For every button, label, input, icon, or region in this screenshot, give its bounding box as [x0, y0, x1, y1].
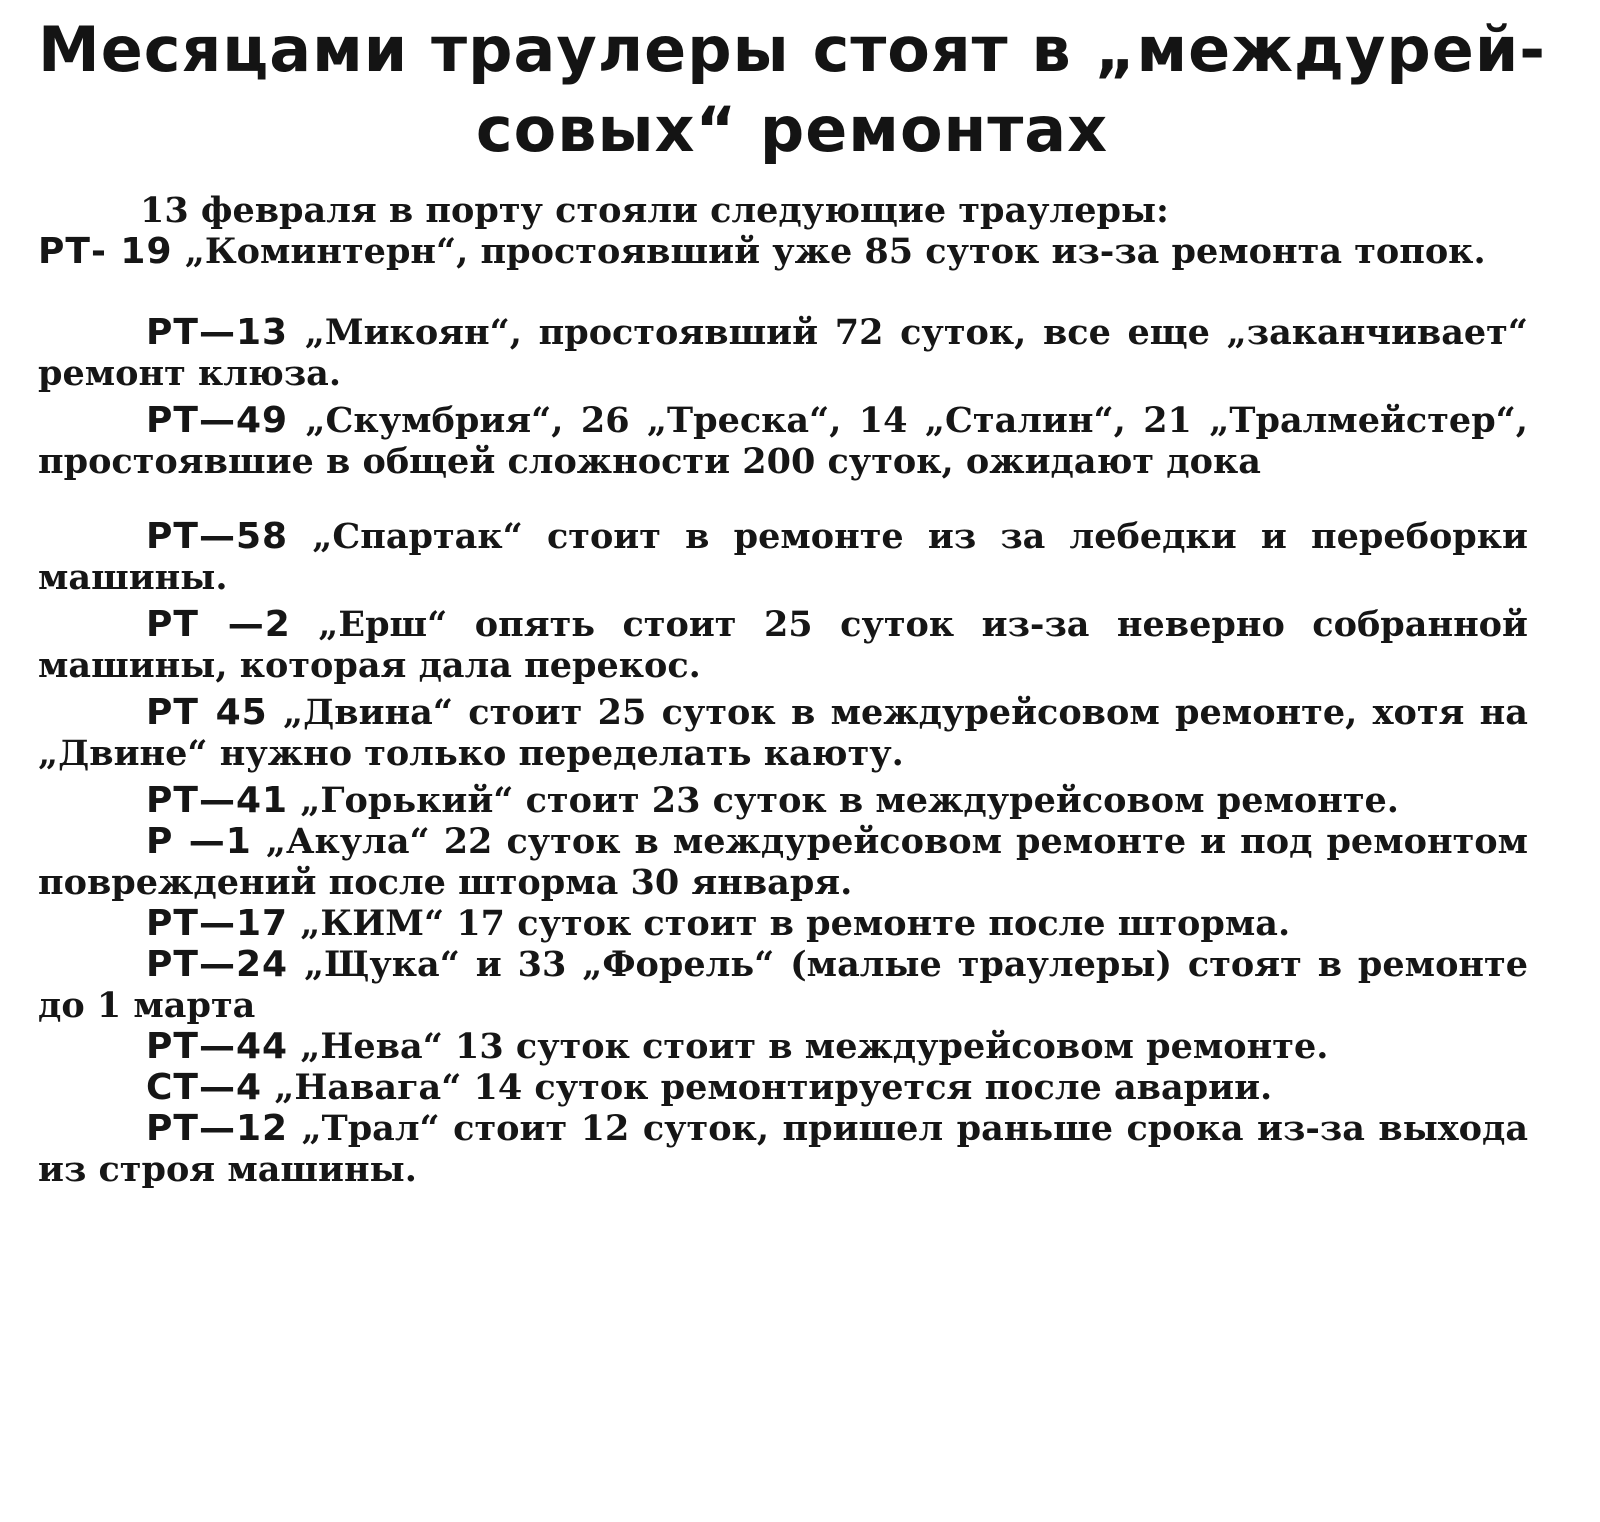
trawler-entry: [38, 692, 1528, 774]
trawler-code: РТ—49: [146, 400, 289, 441]
trawler-entry: [38, 604, 1528, 686]
trawler-entry: [38, 400, 1528, 482]
trawler-entry-text: „Микоян“, простоявший 72 суток, все еще „заканчивает“ ремонт клюза.: [38, 312, 1528, 394]
trawler-code: РТ 45: [146, 692, 268, 733]
headline-line-1: Месяцами траулеры стоят в „междурей-: [38, 13, 1546, 86]
trawler-entry-text: „Трал“ стоит 12 суток, пришел раньше срока из-за выхода из строя машины.: [38, 1108, 1528, 1190]
trawler-entry-text: „Горький“ стоит 23 суток в междурейсовом ремонте.: [288, 780, 1399, 821]
intro-paragraph: 13 февраля в порту стояли следующие траулеры:: [140, 190, 1169, 231]
trawler-entry: [38, 1026, 1528, 1067]
trawler-entry: [38, 1108, 1528, 1190]
trawler-entry-text: „Коминтерн“, простоявший уже 85 суток из-за ремонта топок.: [172, 231, 1486, 272]
trawler-entry-text: „Акула“ 22 суток в междурейсовом ремонте и под ремонтом повреждений после шторма 30 января.: [38, 821, 1529, 903]
trawler-entry-text: „Скумбрия“, 26 „Треска“, 14 „Сталин“, 21 „Тралмейстер“, простоявшие в общей сложности 200 суток, ожидают дока: [38, 400, 1528, 482]
trawler-code: РТ—24: [146, 944, 289, 985]
trawler-code: РТ—13: [146, 312, 289, 353]
trawler-entry-text: „Нева“ 13 суток стоит в междурейсовом ремонте.: [288, 1026, 1329, 1067]
trawler-entry-text: „Спартак“ стоит в ремонте из за лебедки и переборки машины.: [38, 516, 1528, 598]
trawler-code: РТ—58: [146, 516, 289, 557]
trawler-entry: [38, 312, 1528, 394]
trawler-code: СТ—4: [146, 1067, 263, 1108]
trawler-entry: [38, 903, 1528, 944]
trawler-entry: [38, 821, 1528, 903]
trawler-code: РТ —2: [146, 604, 291, 645]
article-body: [38, 190, 1560, 1190]
headline-line-2: совых“ ремонтах: [475, 93, 1109, 166]
trawler-entry: [38, 1067, 1528, 1108]
trawler-entry: [38, 780, 1528, 821]
trawler-code: РТ—17: [146, 903, 289, 944]
trawler-code: РТ—41: [146, 780, 289, 821]
trawler-code: РТ—12: [146, 1108, 289, 1149]
trawler-code: Р —1: [146, 821, 252, 862]
trawler-entry-text: „Ерш“ опять стоит 25 суток из-за неверно собранной машины, которая дала перекос.: [38, 604, 1528, 686]
trawler-entry: [38, 944, 1528, 1026]
trawler-entry-text: „Двина“ стоит 25 суток в междурейсовом ремонте, хотя на „Двине“ нужно только переделать каюту.: [38, 692, 1528, 774]
trawler-entry-text: „КИМ“ 17 суток стоит в ремонте после шторма.: [288, 903, 1291, 944]
trawler-code: РТ—44: [146, 1026, 289, 1067]
trawler-code: РТ- 19: [38, 231, 173, 272]
trawler-entry-text: „Навага“ 14 суток ремонтируется после аварии.: [262, 1067, 1273, 1108]
trawler-entry-text: „Щука“ и 33 „Форель“ (малые траулеры) стоят в ремонте до 1 марта: [38, 944, 1528, 1026]
trawler-entry: [38, 516, 1528, 598]
trawler-entry: [38, 231, 1528, 272]
headline: [38, 10, 1560, 170]
